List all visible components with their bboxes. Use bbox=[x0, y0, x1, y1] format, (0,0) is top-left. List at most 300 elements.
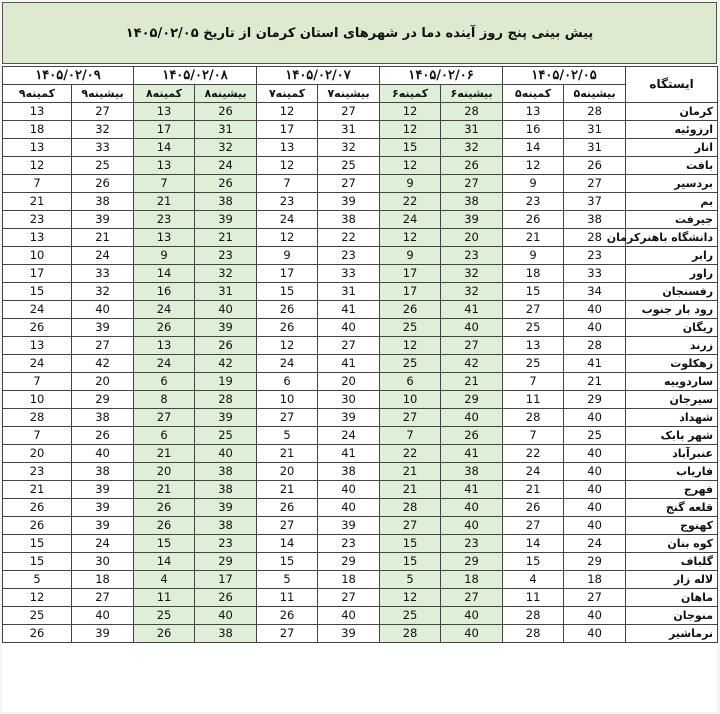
date-header: ۱۴۰۵/۰۲/۰۶ bbox=[380, 67, 503, 85]
table-row bbox=[3, 337, 718, 355]
max-temp-cell: 40 bbox=[318, 481, 380, 499]
max-temp-cell: 28 bbox=[441, 103, 503, 121]
table-row bbox=[3, 427, 718, 445]
max-temp-cell: 26 bbox=[441, 427, 503, 445]
station-name: کرمان bbox=[626, 103, 718, 121]
max-temp-cell: 27 bbox=[441, 337, 503, 355]
max-temp-cell: 38 bbox=[441, 193, 503, 211]
min-temp-cell: 12 bbox=[3, 589, 72, 607]
min-temp-cell: 9 bbox=[503, 175, 564, 193]
max-temp-cell: 19 bbox=[195, 373, 257, 391]
max-temp-cell: 32 bbox=[318, 139, 380, 157]
max-temp-cell: 40 bbox=[564, 409, 626, 427]
max-temp-cell: 39 bbox=[72, 319, 134, 337]
min-temp-cell: 26 bbox=[3, 517, 72, 535]
max-temp-cell: 25 bbox=[72, 157, 134, 175]
min-temp-cell: 23 bbox=[503, 193, 564, 211]
table-row bbox=[3, 589, 718, 607]
forecast-table bbox=[2, 66, 718, 643]
max-temp-cell: 29 bbox=[72, 391, 134, 409]
min-temp-cell: 13 bbox=[3, 229, 72, 247]
max-temp-cell: 23 bbox=[318, 535, 380, 553]
max-temp-cell: 40 bbox=[441, 319, 503, 337]
min-temp-cell: 13 bbox=[257, 139, 318, 157]
max-temp-cell: 33 bbox=[72, 139, 134, 157]
max-temp-cell: 18 bbox=[318, 571, 380, 589]
max-temp-cell: 31 bbox=[564, 139, 626, 157]
min-temp-cell: 24 bbox=[257, 355, 318, 373]
max-temp-cell: 31 bbox=[195, 283, 257, 301]
station-name: ماهان bbox=[626, 589, 718, 607]
min-temp-cell: 7 bbox=[3, 175, 72, 193]
max-temp-cell: 32 bbox=[72, 283, 134, 301]
min-temp-cell: 21 bbox=[134, 193, 195, 211]
min-temp-cell: 15 bbox=[380, 535, 441, 553]
min-temp-cell: 11 bbox=[134, 589, 195, 607]
min-temp-cell: 12 bbox=[257, 337, 318, 355]
table-row bbox=[3, 229, 718, 247]
max-header: بیشینه۵ bbox=[564, 85, 626, 103]
min-temp-cell: 7 bbox=[3, 373, 72, 391]
max-temp-cell: 39 bbox=[318, 517, 380, 535]
station-name: جیرفت bbox=[626, 211, 718, 229]
max-temp-cell: 23 bbox=[441, 247, 503, 265]
max-temp-cell: 38 bbox=[318, 463, 380, 481]
table-row bbox=[3, 301, 718, 319]
min-temp-cell: 18 bbox=[3, 121, 72, 139]
min-temp-cell: 7 bbox=[3, 427, 72, 445]
table-row bbox=[3, 373, 718, 391]
table-row bbox=[3, 481, 718, 499]
min-temp-cell: 25 bbox=[380, 355, 441, 373]
min-temp-cell: 12 bbox=[380, 229, 441, 247]
min-temp-cell: 27 bbox=[503, 301, 564, 319]
max-temp-cell: 31 bbox=[564, 121, 626, 139]
max-temp-cell: 38 bbox=[195, 481, 257, 499]
min-temp-cell: 26 bbox=[380, 301, 441, 319]
max-temp-cell: 39 bbox=[318, 409, 380, 427]
subheader-row bbox=[3, 85, 718, 103]
min-temp-cell: 27 bbox=[134, 409, 195, 427]
table-row bbox=[3, 283, 718, 301]
station-name: قلعه گنج bbox=[626, 499, 718, 517]
date-header-row bbox=[3, 67, 718, 85]
max-temp-cell: 18 bbox=[72, 571, 134, 589]
max-temp-cell: 31 bbox=[195, 121, 257, 139]
max-temp-cell: 42 bbox=[72, 355, 134, 373]
min-temp-cell: 22 bbox=[503, 445, 564, 463]
station-name: زهکلوت bbox=[626, 355, 718, 373]
min-temp-cell: 26 bbox=[134, 625, 195, 643]
max-temp-cell: 27 bbox=[72, 337, 134, 355]
max-temp-cell: 40 bbox=[318, 319, 380, 337]
max-temp-cell: 32 bbox=[441, 265, 503, 283]
min-header: کمینه۵ bbox=[503, 85, 564, 103]
min-temp-cell: 20 bbox=[3, 445, 72, 463]
min-temp-cell: 12 bbox=[257, 103, 318, 121]
max-temp-cell: 41 bbox=[441, 445, 503, 463]
min-temp-cell: 13 bbox=[3, 337, 72, 355]
max-temp-cell: 29 bbox=[564, 391, 626, 409]
table-row bbox=[3, 247, 718, 265]
min-temp-cell: 17 bbox=[257, 265, 318, 283]
min-temp-cell: 6 bbox=[257, 373, 318, 391]
max-temp-cell: 32 bbox=[441, 139, 503, 157]
min-temp-cell: 4 bbox=[503, 571, 564, 589]
max-temp-cell: 28 bbox=[564, 229, 626, 247]
max-header: بیشینه۸ bbox=[195, 85, 257, 103]
max-temp-cell: 27 bbox=[318, 175, 380, 193]
max-temp-cell: 40 bbox=[195, 445, 257, 463]
page-title: پیش بینی پنج روز آینده دما در شهرهای استان کرمان از تاریخ ۱۴۰۵/۰۲/۰۵ bbox=[125, 25, 594, 41]
min-temp-cell: 4 bbox=[134, 571, 195, 589]
max-temp-cell: 39 bbox=[72, 211, 134, 229]
min-temp-cell: 12 bbox=[380, 589, 441, 607]
min-temp-cell: 7 bbox=[134, 175, 195, 193]
min-temp-cell: 16 bbox=[503, 121, 564, 139]
max-temp-cell: 40 bbox=[564, 445, 626, 463]
table-row bbox=[3, 355, 718, 373]
date-header: ۱۴۰۵/۰۲/۰۵ bbox=[503, 67, 626, 85]
max-temp-cell: 39 bbox=[72, 499, 134, 517]
min-temp-cell: 17 bbox=[3, 265, 72, 283]
max-temp-cell: 41 bbox=[441, 481, 503, 499]
max-temp-cell: 41 bbox=[441, 301, 503, 319]
max-temp-cell: 42 bbox=[195, 355, 257, 373]
station-name: فاریاب bbox=[626, 463, 718, 481]
max-temp-cell: 28 bbox=[564, 103, 626, 121]
min-temp-cell: 15 bbox=[503, 283, 564, 301]
min-temp-cell: 16 bbox=[134, 283, 195, 301]
station-name: دانشگاه باهنرکرمان bbox=[626, 229, 718, 247]
min-temp-cell: 15 bbox=[3, 283, 72, 301]
min-temp-cell: 23 bbox=[3, 463, 72, 481]
min-temp-cell: 21 bbox=[380, 481, 441, 499]
min-temp-cell: 7 bbox=[503, 427, 564, 445]
max-temp-cell: 39 bbox=[195, 499, 257, 517]
table-row bbox=[3, 553, 718, 571]
table-row bbox=[3, 409, 718, 427]
max-temp-cell: 26 bbox=[564, 157, 626, 175]
station-name: فهرج bbox=[626, 481, 718, 499]
max-temp-cell: 26 bbox=[195, 337, 257, 355]
min-temp-cell: 22 bbox=[380, 445, 441, 463]
min-temp-cell: 9 bbox=[380, 175, 441, 193]
max-temp-cell: 26 bbox=[195, 103, 257, 121]
table-row bbox=[3, 319, 718, 337]
table-row bbox=[3, 517, 718, 535]
min-temp-cell: 11 bbox=[503, 589, 564, 607]
min-header: کمینه۷ bbox=[257, 85, 318, 103]
min-temp-cell: 12 bbox=[257, 229, 318, 247]
station-name: شهداد bbox=[626, 409, 718, 427]
min-temp-cell: 28 bbox=[3, 409, 72, 427]
min-temp-cell: 25 bbox=[134, 607, 195, 625]
table-row bbox=[3, 463, 718, 481]
max-temp-cell: 27 bbox=[441, 175, 503, 193]
min-temp-cell: 21 bbox=[503, 481, 564, 499]
max-temp-cell: 40 bbox=[72, 445, 134, 463]
max-temp-cell: 31 bbox=[318, 121, 380, 139]
min-header: کمینه۸ bbox=[134, 85, 195, 103]
max-temp-cell: 38 bbox=[195, 517, 257, 535]
max-temp-cell: 20 bbox=[441, 229, 503, 247]
max-temp-cell: 24 bbox=[72, 535, 134, 553]
table-row bbox=[3, 211, 718, 229]
max-temp-cell: 21 bbox=[72, 229, 134, 247]
min-temp-cell: 14 bbox=[134, 139, 195, 157]
min-temp-cell: 26 bbox=[134, 499, 195, 517]
max-temp-cell: 29 bbox=[441, 391, 503, 409]
min-temp-cell: 27 bbox=[257, 409, 318, 427]
station-name: ارزوئیه bbox=[626, 121, 718, 139]
max-temp-cell: 26 bbox=[441, 157, 503, 175]
max-temp-cell: 40 bbox=[72, 301, 134, 319]
min-temp-cell: 13 bbox=[134, 337, 195, 355]
min-temp-cell: 12 bbox=[380, 337, 441, 355]
table-row bbox=[3, 175, 718, 193]
min-temp-cell: 15 bbox=[3, 535, 72, 553]
station-name: راور bbox=[626, 265, 718, 283]
max-temp-cell: 23 bbox=[195, 535, 257, 553]
min-temp-cell: 5 bbox=[257, 571, 318, 589]
max-temp-cell: 27 bbox=[564, 175, 626, 193]
max-temp-cell: 38 bbox=[441, 463, 503, 481]
max-temp-cell: 40 bbox=[564, 301, 626, 319]
max-temp-cell: 18 bbox=[441, 571, 503, 589]
min-temp-cell: 9 bbox=[380, 247, 441, 265]
min-temp-cell: 14 bbox=[257, 535, 318, 553]
max-temp-cell: 40 bbox=[564, 499, 626, 517]
station-name: بم bbox=[626, 193, 718, 211]
max-temp-cell: 42 bbox=[441, 355, 503, 373]
date-header: ۱۴۰۵/۰۲/۰۷ bbox=[257, 67, 380, 85]
min-temp-cell: 21 bbox=[3, 193, 72, 211]
min-temp-cell: 23 bbox=[3, 211, 72, 229]
min-temp-cell: 11 bbox=[503, 391, 564, 409]
min-temp-cell: 25 bbox=[3, 607, 72, 625]
max-temp-cell: 23 bbox=[195, 247, 257, 265]
max-temp-cell: 21 bbox=[564, 373, 626, 391]
max-temp-cell: 40 bbox=[564, 625, 626, 643]
min-temp-cell: 21 bbox=[134, 481, 195, 499]
min-temp-cell: 9 bbox=[503, 247, 564, 265]
max-temp-cell: 40 bbox=[441, 607, 503, 625]
min-temp-cell: 25 bbox=[380, 607, 441, 625]
max-temp-cell: 27 bbox=[318, 589, 380, 607]
max-temp-cell: 39 bbox=[72, 625, 134, 643]
max-temp-cell: 38 bbox=[195, 463, 257, 481]
min-temp-cell: 15 bbox=[3, 553, 72, 571]
min-temp-cell: 17 bbox=[380, 265, 441, 283]
min-temp-cell: 6 bbox=[380, 373, 441, 391]
max-temp-cell: 38 bbox=[72, 193, 134, 211]
table-row bbox=[3, 103, 718, 121]
min-temp-cell: 21 bbox=[503, 229, 564, 247]
station-name: بردسیر bbox=[626, 175, 718, 193]
station-name: ساردوییه bbox=[626, 373, 718, 391]
max-temp-cell: 38 bbox=[318, 211, 380, 229]
min-temp-cell: 26 bbox=[3, 499, 72, 517]
min-temp-cell: 26 bbox=[257, 607, 318, 625]
table-row bbox=[3, 193, 718, 211]
max-temp-cell: 40 bbox=[564, 517, 626, 535]
min-temp-cell: 28 bbox=[380, 625, 441, 643]
max-temp-cell: 24 bbox=[195, 157, 257, 175]
min-temp-cell: 13 bbox=[3, 139, 72, 157]
min-temp-cell: 26 bbox=[503, 499, 564, 517]
station-name: منوجان bbox=[626, 607, 718, 625]
station-name: کوه بنان bbox=[626, 535, 718, 553]
max-temp-cell: 40 bbox=[318, 499, 380, 517]
max-temp-cell: 28 bbox=[564, 337, 626, 355]
max-temp-cell: 40 bbox=[195, 301, 257, 319]
min-temp-cell: 5 bbox=[257, 427, 318, 445]
max-temp-cell: 21 bbox=[195, 229, 257, 247]
max-header: بیشینه۶ bbox=[441, 85, 503, 103]
table-row bbox=[3, 535, 718, 553]
max-temp-cell: 40 bbox=[441, 625, 503, 643]
max-temp-cell: 27 bbox=[564, 589, 626, 607]
table-row bbox=[3, 391, 718, 409]
min-temp-cell: 6 bbox=[134, 373, 195, 391]
min-temp-cell: 21 bbox=[134, 445, 195, 463]
min-temp-cell: 15 bbox=[134, 535, 195, 553]
max-temp-cell: 24 bbox=[318, 427, 380, 445]
table-row bbox=[3, 157, 718, 175]
min-temp-cell: 21 bbox=[3, 481, 72, 499]
max-temp-cell: 23 bbox=[441, 535, 503, 553]
min-temp-cell: 13 bbox=[134, 157, 195, 175]
max-temp-cell: 27 bbox=[318, 337, 380, 355]
max-temp-cell: 22 bbox=[318, 229, 380, 247]
min-temp-cell: 28 bbox=[380, 499, 441, 517]
max-temp-cell: 33 bbox=[318, 265, 380, 283]
min-temp-cell: 5 bbox=[380, 571, 441, 589]
title-bar bbox=[2, 2, 717, 64]
min-temp-cell: 24 bbox=[134, 355, 195, 373]
min-temp-cell: 11 bbox=[257, 589, 318, 607]
min-header: کمینه۶ bbox=[380, 85, 441, 103]
min-temp-cell: 20 bbox=[134, 463, 195, 481]
min-temp-cell: 24 bbox=[257, 211, 318, 229]
min-temp-cell: 17 bbox=[257, 121, 318, 139]
min-temp-cell: 14 bbox=[503, 535, 564, 553]
min-temp-cell: 9 bbox=[134, 247, 195, 265]
max-temp-cell: 17 bbox=[195, 571, 257, 589]
station-name: بافت bbox=[626, 157, 718, 175]
max-temp-cell: 30 bbox=[318, 391, 380, 409]
min-temp-cell: 12 bbox=[3, 157, 72, 175]
min-temp-cell: 13 bbox=[134, 229, 195, 247]
max-temp-cell: 39 bbox=[72, 517, 134, 535]
min-temp-cell: 22 bbox=[380, 193, 441, 211]
min-temp-cell: 17 bbox=[380, 283, 441, 301]
table-row bbox=[3, 265, 718, 283]
min-temp-cell: 12 bbox=[257, 157, 318, 175]
station-name: زرند bbox=[626, 337, 718, 355]
table-row bbox=[3, 571, 718, 589]
min-temp-cell: 27 bbox=[503, 517, 564, 535]
max-temp-cell: 38 bbox=[195, 193, 257, 211]
min-temp-cell: 24 bbox=[380, 211, 441, 229]
table-row bbox=[3, 121, 718, 139]
max-temp-cell: 40 bbox=[441, 499, 503, 517]
max-temp-cell: 39 bbox=[441, 211, 503, 229]
max-temp-cell: 25 bbox=[195, 427, 257, 445]
min-temp-cell: 5 bbox=[3, 571, 72, 589]
forecast-sheet bbox=[2, 2, 717, 712]
min-temp-cell: 24 bbox=[3, 355, 72, 373]
min-temp-cell: 27 bbox=[257, 517, 318, 535]
max-temp-cell: 40 bbox=[441, 409, 503, 427]
min-temp-cell: 21 bbox=[380, 463, 441, 481]
min-temp-cell: 24 bbox=[503, 463, 564, 481]
max-temp-cell: 32 bbox=[195, 139, 257, 157]
max-header: بیشینه۷ bbox=[318, 85, 380, 103]
min-temp-cell: 18 bbox=[503, 265, 564, 283]
max-temp-cell: 26 bbox=[72, 175, 134, 193]
table-row bbox=[3, 499, 718, 517]
max-temp-cell: 27 bbox=[72, 103, 134, 121]
min-header: کمینه۹ bbox=[3, 85, 72, 103]
max-temp-cell: 21 bbox=[441, 373, 503, 391]
min-temp-cell: 25 bbox=[503, 355, 564, 373]
min-temp-cell: 9 bbox=[257, 247, 318, 265]
min-temp-cell: 23 bbox=[134, 211, 195, 229]
min-temp-cell: 7 bbox=[257, 175, 318, 193]
table-row bbox=[3, 625, 718, 643]
max-temp-cell: 39 bbox=[195, 211, 257, 229]
max-temp-cell: 32 bbox=[441, 283, 503, 301]
max-temp-cell: 32 bbox=[72, 121, 134, 139]
max-temp-cell: 33 bbox=[564, 265, 626, 283]
min-temp-cell: 15 bbox=[257, 283, 318, 301]
min-temp-cell: 13 bbox=[503, 337, 564, 355]
min-temp-cell: 28 bbox=[503, 409, 564, 427]
date-header: ۱۴۰۵/۰۲/۰۸ bbox=[134, 67, 257, 85]
min-temp-cell: 25 bbox=[380, 319, 441, 337]
min-temp-cell: 27 bbox=[380, 517, 441, 535]
min-temp-cell: 26 bbox=[503, 211, 564, 229]
min-temp-cell: 10 bbox=[3, 247, 72, 265]
min-temp-cell: 12 bbox=[380, 121, 441, 139]
station-name: کهنوج bbox=[626, 517, 718, 535]
station-name: گلباف bbox=[626, 553, 718, 571]
min-temp-cell: 13 bbox=[134, 103, 195, 121]
station-name: سیرجان bbox=[626, 391, 718, 409]
max-temp-cell: 41 bbox=[318, 445, 380, 463]
max-temp-cell: 40 bbox=[564, 319, 626, 337]
table-row bbox=[3, 139, 718, 157]
min-temp-cell: 10 bbox=[257, 391, 318, 409]
max-temp-cell: 27 bbox=[72, 589, 134, 607]
min-temp-cell: 6 bbox=[134, 427, 195, 445]
station-name: شهر بابک bbox=[626, 427, 718, 445]
max-temp-cell: 18 bbox=[564, 571, 626, 589]
max-temp-cell: 20 bbox=[72, 373, 134, 391]
max-temp-cell: 41 bbox=[318, 301, 380, 319]
max-temp-cell: 25 bbox=[318, 157, 380, 175]
min-temp-cell: 26 bbox=[257, 319, 318, 337]
max-temp-cell: 39 bbox=[195, 409, 257, 427]
min-temp-cell: 14 bbox=[134, 265, 195, 283]
min-temp-cell: 13 bbox=[3, 103, 72, 121]
max-temp-cell: 40 bbox=[318, 607, 380, 625]
min-temp-cell: 15 bbox=[380, 553, 441, 571]
max-temp-cell: 40 bbox=[564, 607, 626, 625]
max-header: بیشینه۹ bbox=[72, 85, 134, 103]
